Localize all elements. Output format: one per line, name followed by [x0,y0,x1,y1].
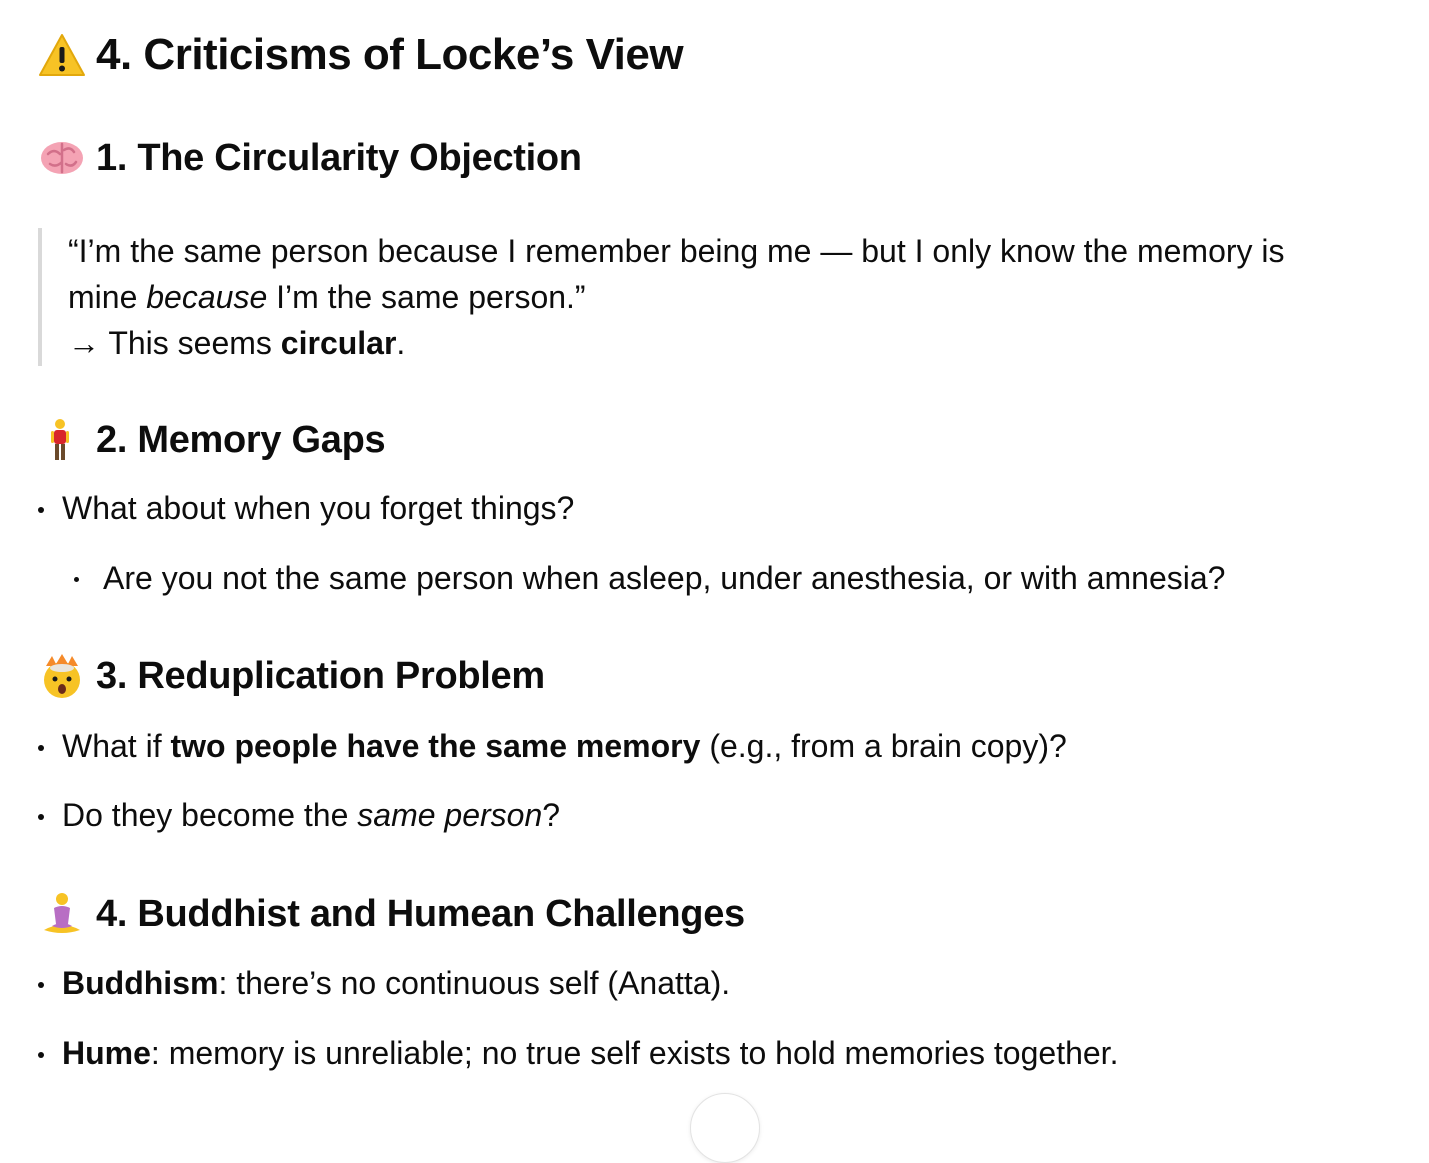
list-item: Hume: memory is unreliable; no true self exists to hold memories together. [38,1035,1118,1072]
nested-list-item: Are you not the same person when asleep, under anesthesia, or with amnesia? [74,560,1225,597]
bullet-dot [38,745,44,751]
person-meditating-icon [38,890,86,938]
list-item: What if two people have the same memory (e.g., from a brain copy)? [38,728,1067,765]
list-item: Do they become the same person? [38,797,560,834]
page-title-text: 4. Criticisms of Locke’s View [96,30,684,79]
warning-icon [38,31,86,79]
quote-line-1: “I’m the same person because I remember being me — but I only know the memory is [68,233,1285,269]
bullet-dot [38,982,44,988]
page-title [38,30,683,80]
list-item: What about when you forget things? [38,490,574,527]
section-heading-buddhist-humean: 4. Buddhist and Humean Challenges [38,890,745,938]
blockquote [38,228,1388,366]
bullet-dot [38,814,44,820]
bullet-dot [38,507,44,513]
scroll-to-bottom-button[interactable] [690,1093,760,1163]
bullet-dot [74,577,79,582]
quote-line-3: → This seems circular. [68,325,406,361]
section-heading-reduplication: 3. Reduplication Problem [38,652,545,700]
person-standing-icon [38,416,86,464]
section-heading-memory-gaps: 2. Memory Gaps [38,416,385,464]
brain-icon [38,134,86,182]
quote-line-2: mine because I’m the same person.” [68,279,586,315]
exploding-head-icon [38,652,86,700]
section-heading-circularity: 1. The Circularity Objection [38,134,582,182]
bullet-dot [38,1052,44,1058]
list-item: Buddhism: there’s no continuous self (Anatta). [38,965,730,1002]
